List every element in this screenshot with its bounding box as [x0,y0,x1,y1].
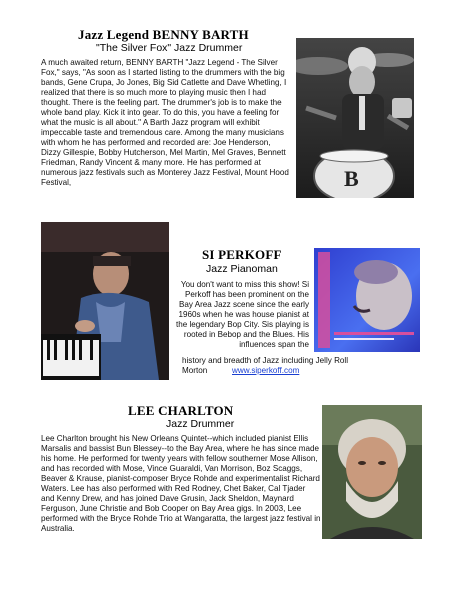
perkoff-bio: You don't want to miss this show! Si Perkoff has been prominent on the Bay Area Jazz scene since the early 1960s when he was house pianist at the legendary Bop City. Sis playing is rooted in Bebop and the Blues. His influences span the [175,280,309,349]
barth-bio: A much awaited return, BENNY BARTH "Jazz Legend - The Silver Fox," says, "As soon as I started listing to the drummers with the big bands, Gene Crupa, Jo Jones, Big Sid Catlette and Dave Whetling, I realized that there is so much more to playing music then I had thought. There is the feeling part. The drummer's job is to make the whole band play. Kick it into gear. To do this, you have a feeling for what the music is all about." A Barth Jazz program will exhibit impeccable taste and tremendous care. Among the many musicians with whom he has performed and recorded are: Joe Henderson, Dizzy Gillespie, Bobby Hutcherson, Mel Martin, Mel Graves, Bennett Friedman, Randy Vincent & many more. He has performed at numerous jazz festivals such as Monterey Jazz Festival, Mount Hood Festival, [41,58,289,187]
perkoff-bio-tail: history and breadth of Jazz including Jelly Roll Morton [182,356,349,375]
perkoff-subtitle: Jazz Pianoman [206,263,278,275]
charlton-title: LEE CHARLTON [128,403,234,418]
barth-subtitle: "The Silver Fox" Jazz Drummer [96,42,243,54]
charlton-photo [322,405,422,539]
perkoff-photo [41,222,169,380]
bass-drum-logo: B [344,166,359,191]
perkoff-album-cover [314,248,420,352]
charlton-bio: Lee Charlton brought his New Orleans Quintet--which included pianist Ellis Marsalis and bassist Bun Blessey--to the Bay Area, where he has since made his home. He performed for twenty years with fellow southerner Mose Allison, and has recorded with Mose, Vince Guaraldi, Van Morrison, Boz Scaggs, Beaver & Krause, pianist-composer Bryce Rohde and experimentalist Richard Waters. Lee has also performed with Red Rodney, Chet Baker, Cal Tjader and Kenny Drew, and has joined Dave Grusin, Jack Sheldon, Maynard Ferguson, June Christie and Bob Cooper on Bay Area gigs. In 2003, Lee performed with the Bryce Rohde Trio at Wangaratta, the largest jazz festival in Australia. [41,434,321,533]
perkoff-website-link[interactable]: www.siperkoff.com [232,366,300,375]
barth-photo [296,38,414,198]
perkoff-title: SI PERKOFF [202,247,282,262]
charlton-subtitle: Jazz Drummer [166,418,235,430]
barth-title: Jazz Legend BENNY BARTH [78,27,249,42]
